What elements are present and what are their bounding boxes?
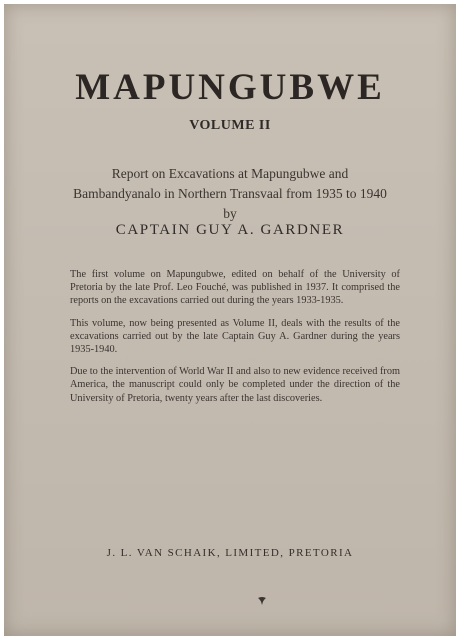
- description-paragraph-2: This volume, now being presented as Volume II, deals with the results of the excavations carried out by the late Captain Guy A. Gardner during the years 1935-1940.: [70, 317, 400, 356]
- author-name: CAPTAIN GUY A. GARDNER: [115, 222, 345, 238]
- report-by: by: [223, 206, 237, 221]
- book-title: MAPUNGUBWE: [75, 67, 385, 108]
- report-subtitle-line-1: Report on Excavations at Mapungubwe and: [111, 166, 349, 181]
- report-subtitle-line-2: Bambandyanalo in Northern Transvaal from 1935 to 1940: [73, 186, 387, 201]
- volume-label: VOLUME II: [189, 118, 271, 133]
- publisher-imprint: J. L. VAN SCHAIK, LIMITED, PRETORIA: [106, 547, 354, 559]
- report-subtitle: [4, 164, 456, 224]
- printer-ornament-icon: [256, 596, 268, 606]
- book-cover-page: [4, 4, 456, 636]
- description-text: [70, 268, 400, 414]
- description-paragraph-3: Due to the intervention of World War II and also to new evidence received from America, the manuscript could only be completed under the direction of the University of Pretoria, twenty years after the last discoveries.: [70, 366, 400, 404]
- description-paragraph-1: The first volume on Mapungubwe, edited on behalf of the University of Pretoria by the late Prof. Leo Fouché, was published in 1937. It comprised the reports on the excavations carried out during the years 1933-1935.: [70, 269, 400, 307]
